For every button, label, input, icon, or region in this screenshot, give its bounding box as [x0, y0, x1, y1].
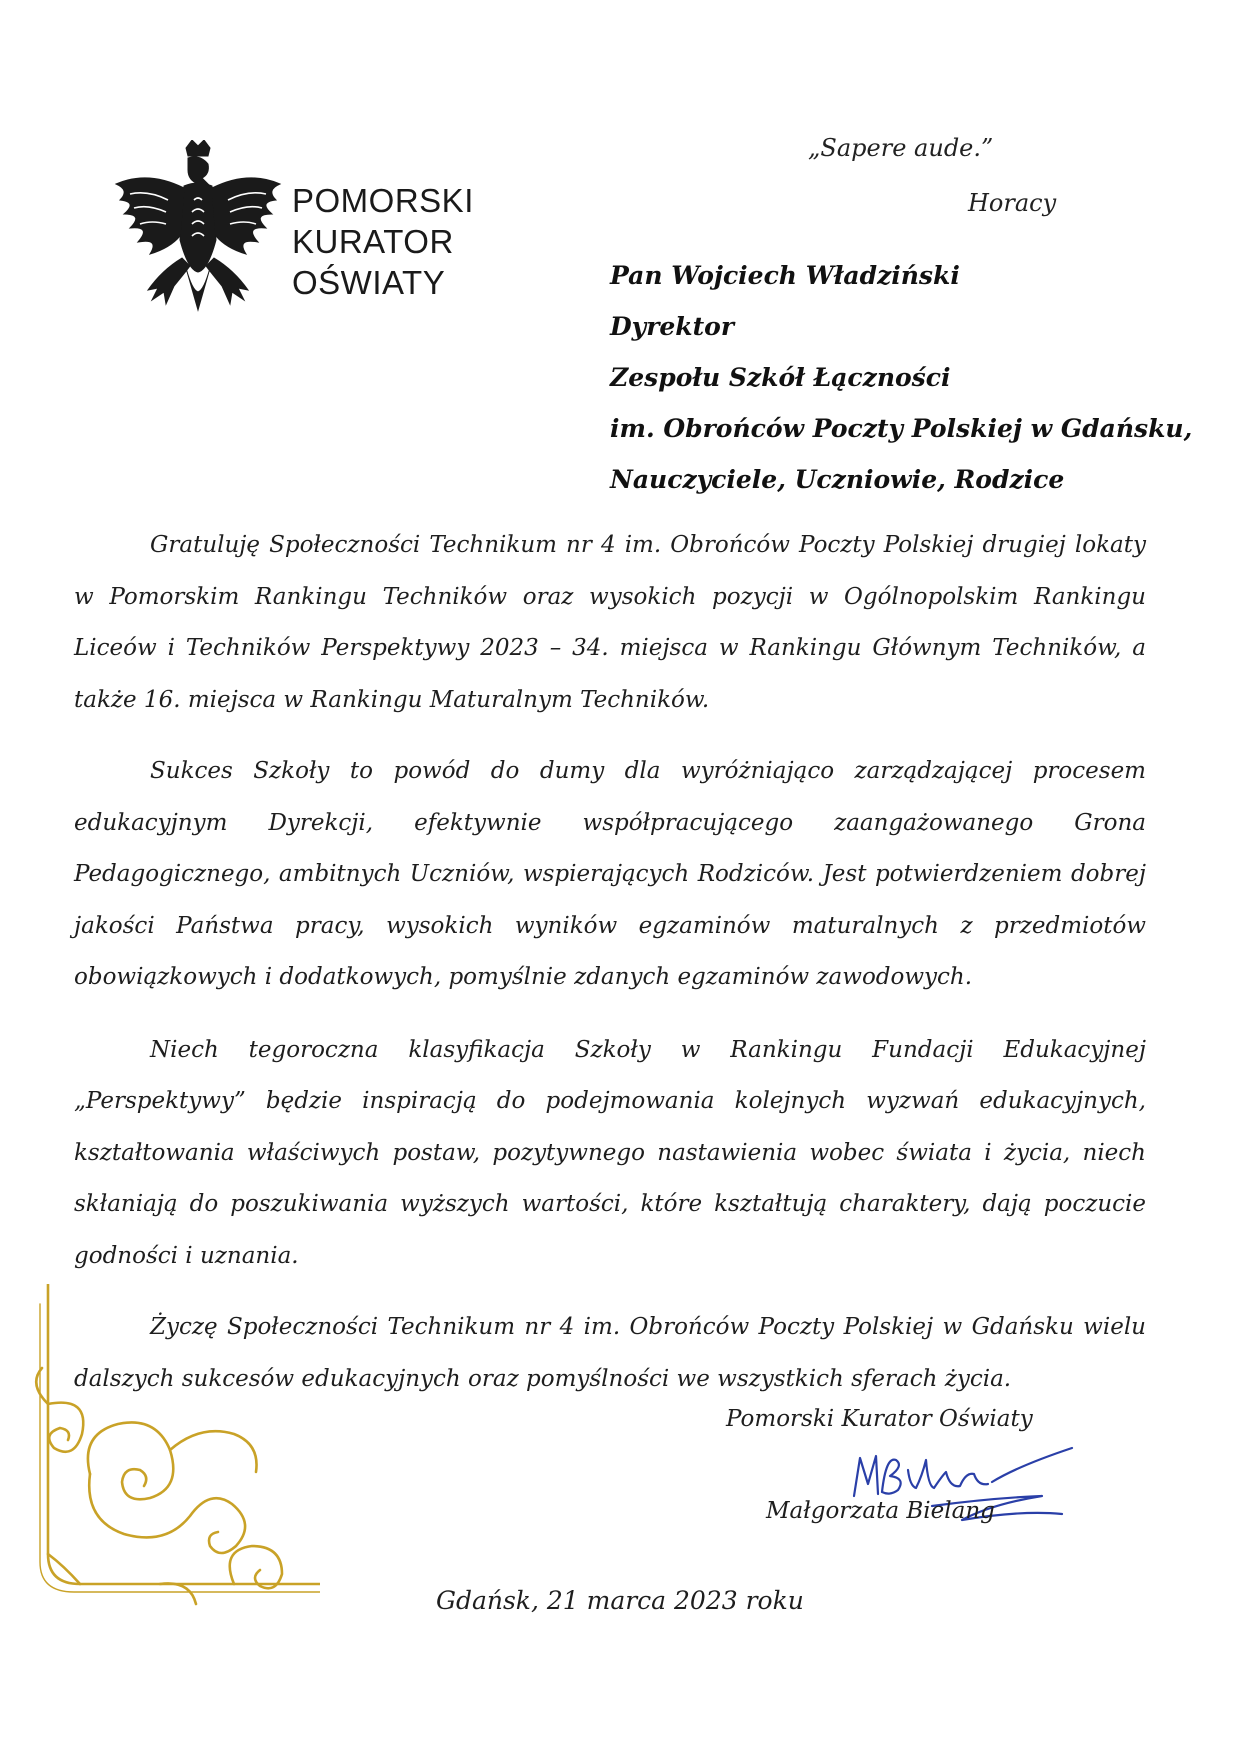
body-paragraph: Życzę Społeczności Technikum nr 4 im. Obrońców Poczty Polskiej w Gdańsku wielu dalszych sukcesów edukacyjnych oraz pomyślności we wszystkich sferach życia.	[74, 1314, 1146, 1392]
body-paragraph: Sukces Szkoły to powód do dumy dla wyróżniająco zarządzającej procesem edukacyjnym Dyrekcji, efektywnie współpracującego zaangażowanego Grona Pedagogicznego, ambitnych Uczniów, wspierających Rodziców. Jest potwierdzeniem dobrej jakości Państwa pracy, wysokich wyników egzaminów maturalnych z przedmiotów obowiązkowych i dodatkowych, pomyślnie zdanych egzaminów zawodowych.	[74, 758, 1146, 990]
issuer-name-line: POMORSKI	[292, 182, 474, 219]
issuer-name	[292, 180, 474, 303]
corner-ornament-icon	[20, 1284, 320, 1614]
motto-author: Horacy	[968, 189, 1057, 217]
signatory-name: Małgorzata Bielang	[766, 1498, 995, 1524]
motto-quote: „Sapere aude.”	[808, 134, 994, 162]
addressee-line: Pan Wojciech Władziński	[610, 261, 960, 290]
signatory-title: Pomorski Kurator Oświaty	[726, 1406, 1033, 1432]
issuer-name-line: OŚWIATY	[292, 264, 446, 301]
addressee-block	[610, 250, 1192, 505]
issuer-name-line: KURATOR	[292, 223, 454, 260]
addressee-line: Nauczyciele, Uczniowie, Rodzice	[610, 465, 1065, 494]
addressee-line: Dyrektor	[610, 312, 734, 341]
place-and-date: Gdańsk, 21 marca 2023 roku	[436, 1586, 804, 1615]
body-paragraph: Niech tegoroczna klasyfikacja Szkoły w Rankingu Fundacji Edukacyjnej „Perspektywy” będzie inspiracją do podejmowania kolejnych wyzwań edukacyjnych, kształtowania właściwych postaw, pozytywnego nastawienia wobec świata i życia, niech skłaniają do poszukiwania wyższych wartości, które kształtują charaktery, dają poczucie godności i uznania.	[74, 1036, 1146, 1269]
body-paragraph: Gratuluję Społeczności Technikum nr 4 im. Obrońców Poczty Polskiej drugiej lokaty w Pomorskim Rankingu Techników oraz wysokich pozycji w Ogólnopolskim Rankingu Liceów i Techników Perspektywy 2023 – 34. miejsca w Rankingu Głównym Techników, a także 16. miejsca w Rankingu Maturalnym Techników.	[74, 532, 1146, 713]
polish-eagle-emblem-icon	[108, 140, 288, 340]
addressee-line: Zespołu Szkół Łączności	[610, 363, 951, 392]
addressee-line: im. Obrońców Poczty Polskiej w Gdańsku,	[610, 414, 1193, 443]
